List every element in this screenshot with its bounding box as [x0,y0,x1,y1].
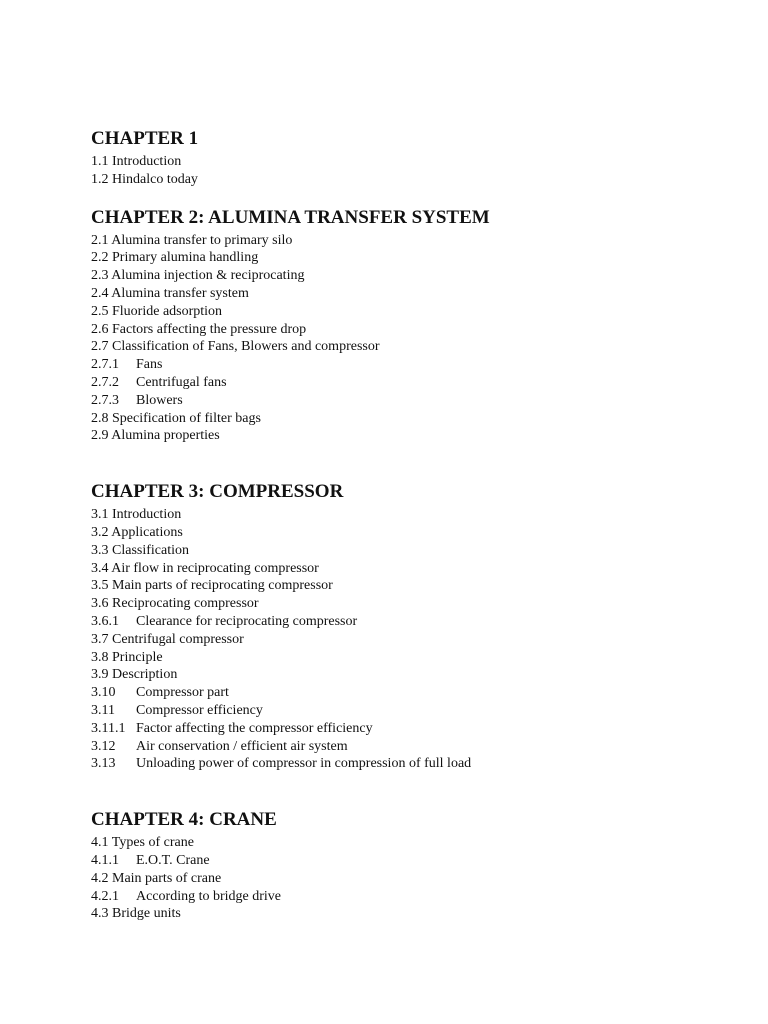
toc-entry [91,171,731,189]
entry-text: Main parts of reciprocating compressor [112,578,333,594]
entry-text: Principle [112,649,163,665]
toc-entry [91,410,731,428]
entry-number: 3.6.1 [91,613,119,629]
entry-number: 1.2 [91,171,109,187]
toc-entry [91,321,731,339]
toc-entry [91,755,731,773]
entry-number: 2.2 [91,250,109,266]
entry-text: Alumina transfer to primary silo [111,232,293,248]
toc-entry [91,649,731,667]
entry-number: 4.3 [91,906,109,922]
chapter-title: CHAPTER 1 [91,128,199,149]
toc-entry [91,356,731,374]
entry-number: 3.8 [91,649,109,665]
toc-entry [91,542,731,560]
toc-entry [91,392,731,410]
entry-number: 3.2 [91,524,109,540]
entry-number: 3.3 [91,542,109,558]
entry-text: Alumina properties [111,428,220,444]
spacer [91,189,731,206]
toc-entry [91,870,731,888]
entry-number: 3.12 [91,738,116,754]
entry-text: Alumina transfer system [111,285,249,301]
entry-text: Compressor efficiency [136,702,263,718]
entry-text: Primary alumina handling [112,250,259,266]
chapter-entries [91,834,731,923]
entry-number: 3.10 [91,685,116,701]
toc-entry [91,506,731,524]
toc-entry [91,834,731,852]
entry-number: 2.7 [91,339,109,355]
entry-text: Fluoride adsorption [112,303,223,319]
chapter-title: CHAPTER 2: ALUMINA TRANSFER SYSTEM [91,206,490,228]
entry-text: Alumina injection & reciprocating [111,268,305,284]
entry-text: Classification of Fans, Blowers and compressor [112,339,380,355]
entry-number: 2.3 [91,268,109,284]
entry-text: Reciprocating compressor [112,596,259,612]
toc-entry [91,374,731,392]
entry-text: Air flow in reciprocating compressor [111,560,319,576]
entry-number: 3.13 [91,756,116,772]
entry-text: Applications [111,524,183,540]
table-of-contents [91,127,731,923]
entry-number: 3.9 [91,667,109,683]
chapter-title: CHAPTER 3: COMPRESSOR [91,481,344,503]
entry-text: Introduction [112,507,182,523]
entry-text: Types of crane [111,835,194,851]
entry-text: Air conservation / efficient air system [136,738,348,754]
entry-text: Fans [136,357,163,373]
entry-number: 4.2 [91,870,109,886]
entry-text: Compressor part [136,685,229,701]
entry-number: 3.1 [91,507,109,523]
entry-number: 3.4 [91,560,109,576]
entry-text: Centrifugal compressor [112,631,244,647]
entry-text: Classification [112,542,189,558]
chapter-2 [91,206,731,446]
toc-entry [91,232,731,250]
chapter-entries [91,506,731,773]
entry-number: 4.1 [91,835,109,851]
entry-number: 3.5 [91,578,109,594]
chapter-entries [91,153,731,189]
entry-number: 2.8 [91,410,109,426]
entry-number: 2.7.1 [91,357,119,373]
entry-text: Centrifugal fans [136,374,227,390]
entry-number: 2.9 [91,428,109,444]
entry-text: Introduction [112,154,182,169]
toc-entry [91,338,731,356]
toc-entry [91,577,731,595]
entry-number: 3.11.1 [91,720,126,736]
toc-entry [91,595,731,613]
chapter-1 [91,127,731,189]
chapter-title: CHAPTER 4: CRANE [91,809,277,831]
toc-entry [91,738,731,756]
entry-number: 2.7.2 [91,374,119,390]
toc-entry [91,684,731,702]
entry-text: Factors affecting the pressure drop [112,321,307,337]
entry-number: 3.6 [91,596,109,612]
chapter-entries [91,232,731,446]
toc-entry [91,905,731,923]
toc-entry [91,560,731,578]
entry-number: 3.11 [91,702,115,718]
entry-number: 2.5 [91,303,109,319]
entry-number: 2.1 [91,232,109,248]
toc-entry [91,427,731,445]
toc-entry [91,888,731,906]
spacer [91,445,731,480]
toc-entry [91,852,731,870]
entry-text: Unloading power of compressor in compression of full load [136,756,472,772]
entry-text: Description [112,667,178,683]
toc-entry [91,524,731,542]
entry-text: Bridge units [112,906,181,922]
entry-text: Factor affecting the compressor efficiency [136,720,373,736]
toc-entry [91,303,731,321]
entry-number: 4.2.1 [91,888,119,904]
entry-number: 2.7.3 [91,392,119,408]
entry-text: Clearance for reciprocating compressor [136,613,358,629]
entry-text: E.O.T. Crane [136,852,210,868]
toc-entry [91,720,731,738]
chapter-4 [91,808,731,923]
chapter-3 [91,480,731,773]
entry-text: Specification of filter bags [112,410,261,426]
entry-text: Main parts of crane [112,870,222,886]
toc-entry [91,631,731,649]
toc-entry [91,267,731,285]
toc-entry [91,666,731,684]
toc-entry [91,285,731,303]
toc-entry [91,613,731,631]
entry-number: 3.7 [91,631,109,647]
entry-number: 1.1 [91,154,109,169]
entry-number: 2.6 [91,321,109,337]
toc-entry [91,702,731,720]
toc-entry [91,153,731,171]
toc-entry [91,249,731,267]
entry-number: 4.1.1 [91,852,119,868]
entry-text: Hindalco today [112,171,198,187]
entry-text: Blowers [136,392,183,408]
entry-number: 2.4 [91,285,109,301]
spacer [91,773,731,808]
entry-text: According to bridge drive [136,888,282,904]
